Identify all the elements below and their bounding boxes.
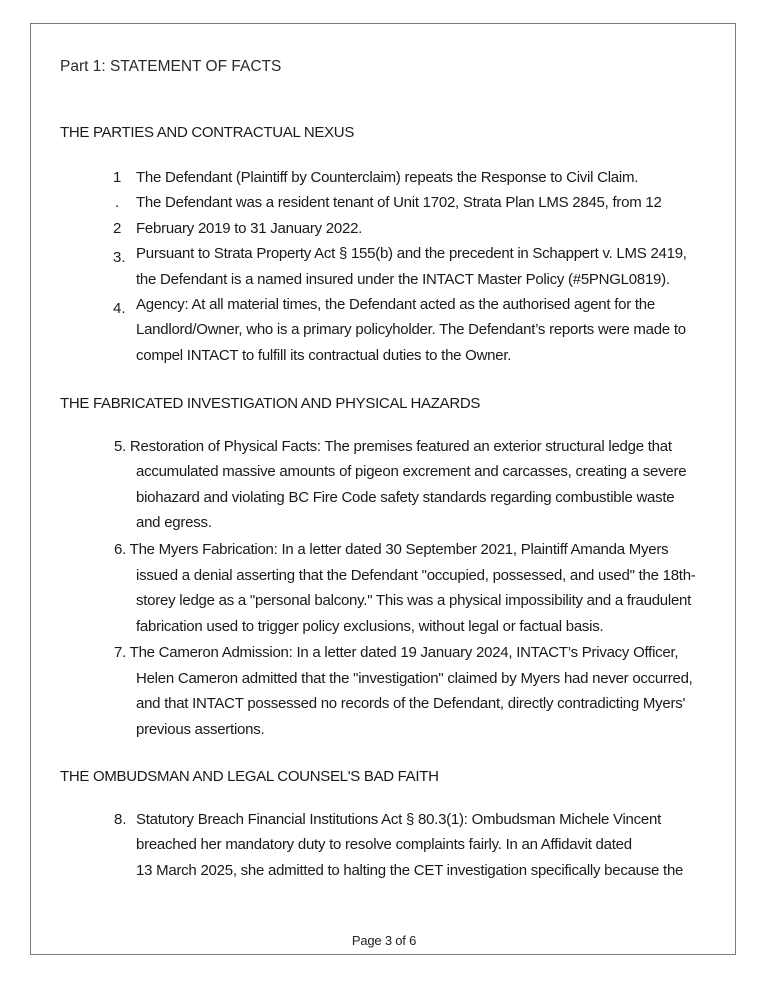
paragraph-line: accumulated massive amounts of pigeon excrement and carcasses, creating a severe — [136, 463, 687, 480]
paragraph-line: breached her mandatory duty to resolve complaints fairly. In an Affidavit dated — [136, 836, 632, 853]
paragraph-line: storey ledge as a "personal balcony." This was a physical impossibility and a fraudulent — [136, 592, 692, 609]
page-number-footer: Page 3 of 6 — [351, 933, 417, 948]
paragraph-line: Statutory Breach Financial Institutions Act § 80.3(1): Ombudsman Michele Vincent — [136, 811, 661, 828]
paragraph-line: 13 March 2025, she admitted to halting the CET investigation specifically because the — [136, 862, 684, 879]
paragraph-line: and that INTACT possessed no records of the Defendant, directly contradicting Myers' — [136, 695, 686, 712]
paragraph-line: issued a denial asserting that the Defendant "occupied, possessed, and used" the 18th- — [136, 567, 696, 584]
paragraph-line: compel INTACT to fulfill its contractual duties to the Owner. — [136, 347, 512, 364]
paragraph-line: Landlord/Owner, who is a primary policyholder. The Defendant’s reports were made to — [136, 321, 686, 338]
section-heading-ombudsman: THE OMBUDSMAN AND LEGAL COUNSEL'S BAD FAITH — [60, 768, 439, 785]
section-heading-fabricated-investigation: THE FABRICATED INVESTIGATION AND PHYSICAL HAZARDS — [60, 395, 481, 412]
paragraph-line: fabrication used to trigger policy exclusions, without legal or factual basis. — [136, 618, 604, 635]
paragraph-line: 5. Restoration of Physical Facts: The premises featured an exterior structural ledge that — [114, 438, 672, 455]
paragraph-line: Pursuant to Strata Property Act § 155(b) and the precedent in Schappert v. LMS 2419, — [136, 245, 687, 262]
paragraph-line: biohazard and violating BC Fire Code safety standards regarding combustible waste — [136, 489, 675, 506]
paragraph-marker: 2 — [113, 220, 122, 237]
paragraph-number: 4. — [113, 300, 126, 317]
paragraph-number: 3. — [113, 249, 126, 266]
paragraph-line: and egress. — [136, 514, 212, 531]
section-heading-parties: THE PARTIES AND CONTRACTUAL NEXUS — [60, 124, 355, 141]
paragraph-line: February 2019 to 31 January 2022. — [136, 220, 363, 237]
paragraph-number: 8. — [114, 811, 127, 828]
paragraph-line: the Defendant is a named insured under the INTACT Master Policy (#5PNGL0819). — [136, 271, 670, 288]
paragraph-line: previous assertions. — [136, 721, 265, 738]
paragraph-line: The Defendant was a resident tenant of Unit 1702, Strata Plan LMS 2845, from 12 — [136, 194, 662, 211]
paragraph-marker: 1 — [113, 169, 122, 186]
paragraph-marker: . — [115, 194, 120, 211]
part-title: Part 1: STATEMENT OF FACTS — [60, 58, 282, 75]
paragraph-line: 6. The Myers Fabrication: In a letter dated 30 September 2021, Plaintiff Amanda Myers — [114, 541, 669, 558]
paragraph-line: Agency: At all material times, the Defendant acted as the authorised agent for the — [136, 296, 655, 313]
paragraph-line: Helen Cameron admitted that the "investigation" claimed by Myers had never occurred, — [136, 670, 693, 687]
paragraph-line: 7. The Cameron Admission: In a letter dated 19 January 2024, INTACT’s Privacy Officer, — [114, 644, 679, 661]
paragraph-line: The Defendant (Plaintiff by Counterclaim) repeats the Response to Civil Claim. — [136, 169, 639, 186]
